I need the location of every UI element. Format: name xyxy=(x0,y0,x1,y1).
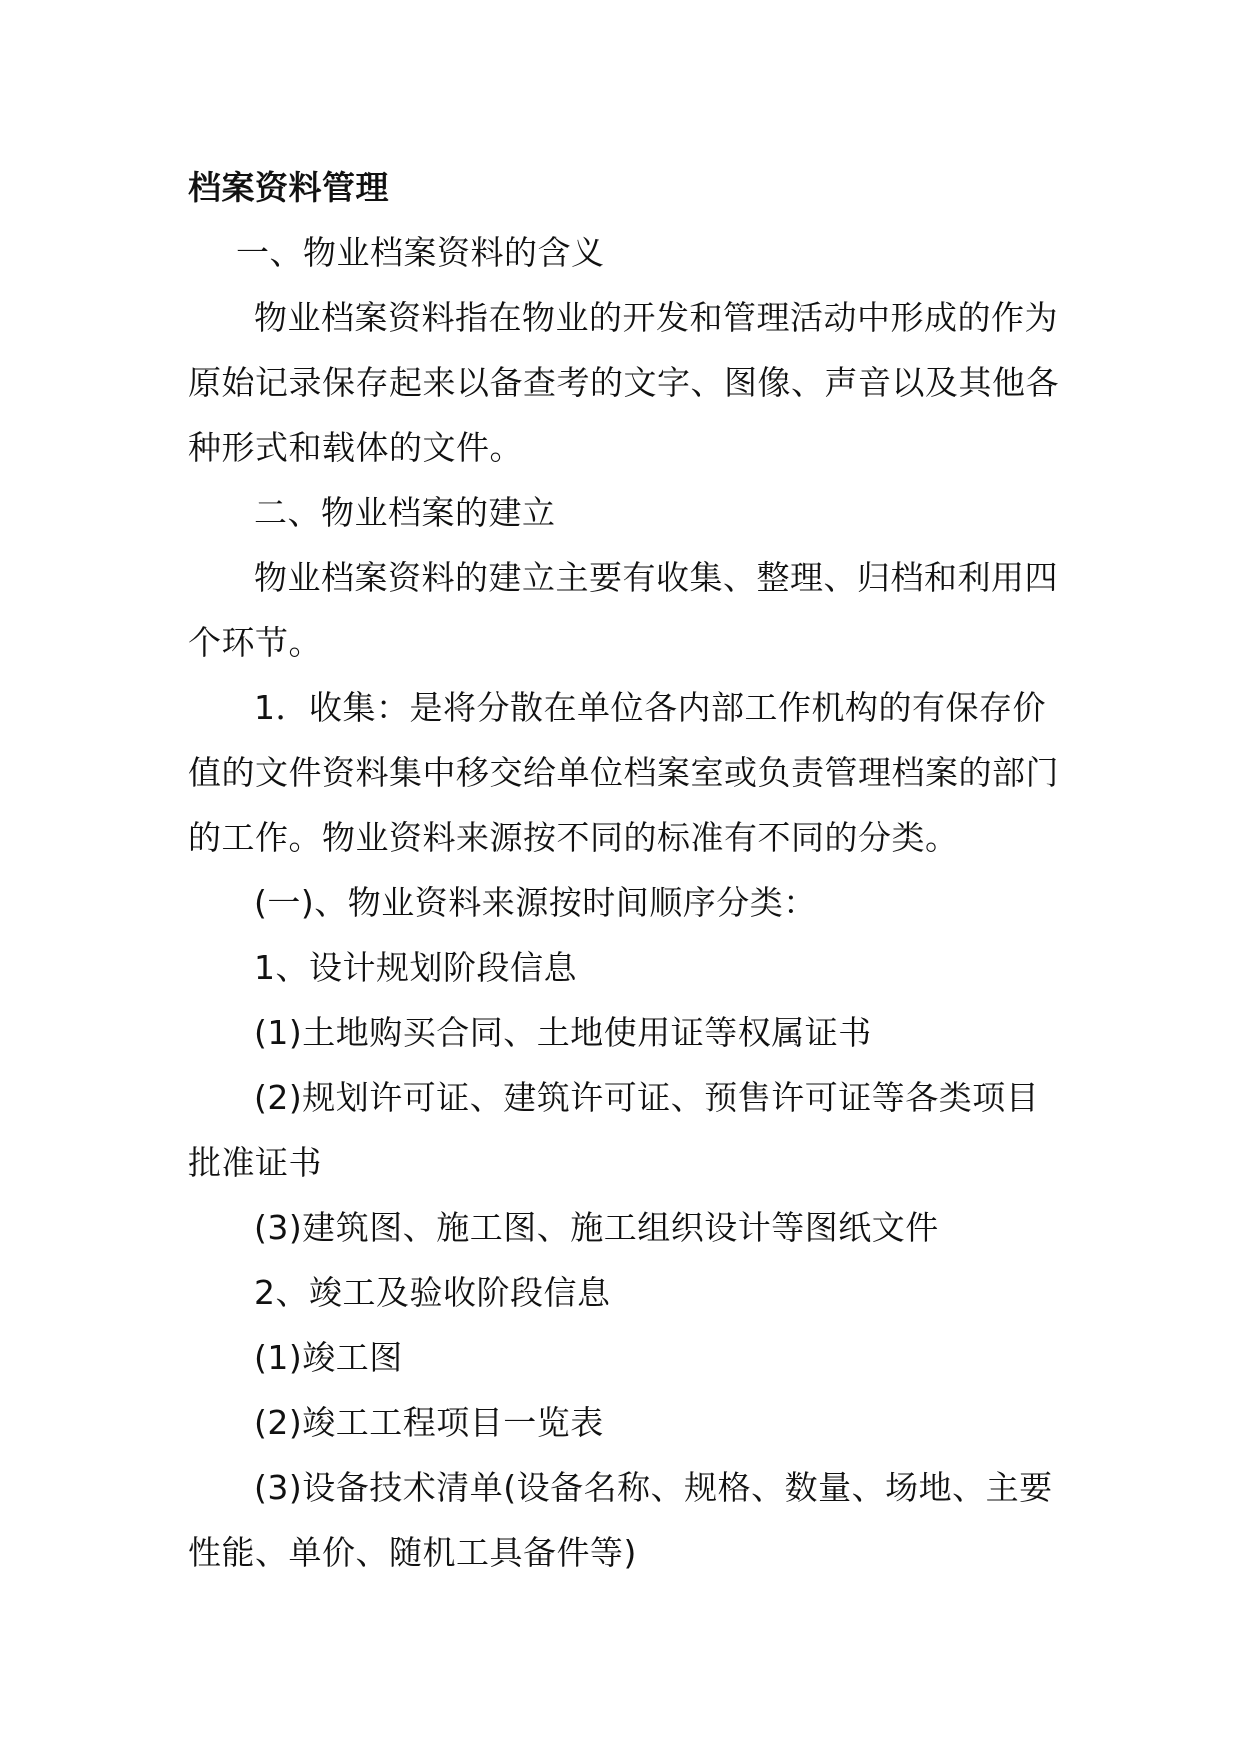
list-item-as-built-drawing: (1)竣工图 xyxy=(254,1338,403,1377)
list-item-drawings: (3)建筑图、施工图、施工组织设计等图纸文件 xyxy=(254,1208,939,1247)
document-body xyxy=(188,155,1068,1585)
list-item-equipment-list: (3)设备技术清单(设备名称、规格、数量、场地、主要性能、单价、随机工具备件等) xyxy=(188,1468,1053,1572)
document-title: 档案资料管理 xyxy=(188,168,389,207)
paragraph-definition: 物业档案资料指在物业的开发和管理活动中形成的作为原始记录保存起来以备查考的文字、图像、声音以及其他各种形式和载体的文件。 xyxy=(188,298,1059,467)
section-heading-meaning: 一、物业档案资料的含义 xyxy=(236,233,605,272)
list-heading-design-stage: 1、设计规划阶段信息 xyxy=(254,948,577,987)
section-heading-establishment: 二、物业档案的建立 xyxy=(254,493,556,532)
paragraph-four-stages: 物业档案资料的建立主要有收集、整理、归档和利用四个环节。 xyxy=(188,558,1058,662)
paragraph-collection: 1．收集：是将分散在单位各内部工作机构的有保存价值的文件资料集中移交给单位档案室或负责管理档案的部门的工作。物业资料来源按不同的标准有不同的分类。 xyxy=(188,688,1059,857)
list-item-permits: (2)规划许可证、建筑许可证、预售许可证等各类项目批准证书 xyxy=(188,1078,1040,1182)
list-item-project-list: (2)竣工工程项目一览表 xyxy=(254,1403,604,1442)
list-heading-completion-stage: 2、竣工及验收阶段信息 xyxy=(254,1273,611,1312)
paragraph-classification-by-time: (一)、物业资料来源按时间顺序分类： xyxy=(254,883,817,922)
list-item-land-contract: (1)土地购买合同、土地使用证等权属证书 xyxy=(254,1013,872,1052)
